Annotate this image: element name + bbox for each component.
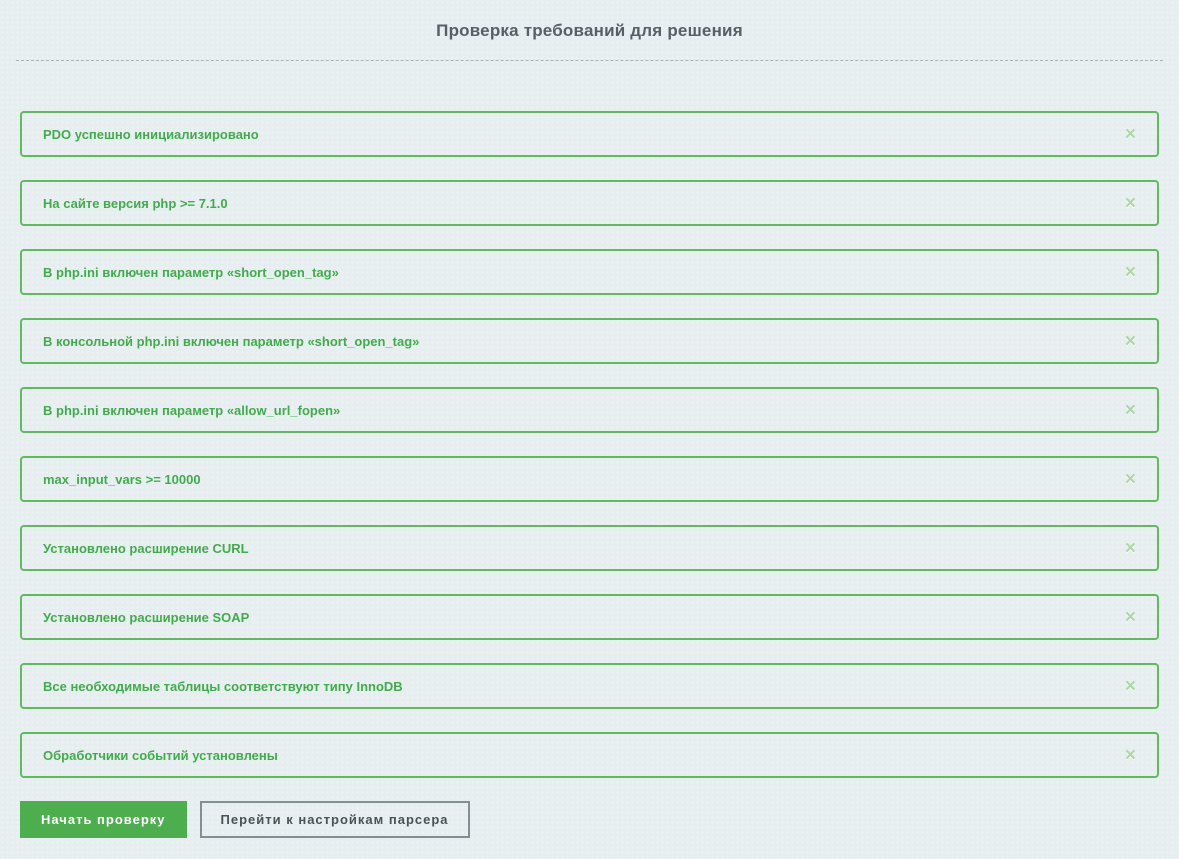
check-item: [20, 387, 1159, 433]
close-icon[interactable]: ×: [1124, 537, 1136, 559]
close-icon[interactable]: ×: [1124, 123, 1136, 145]
close-icon[interactable]: ×: [1124, 330, 1136, 352]
check-item-label: Все необходимые таблицы соответствуют типу InnoDB: [43, 678, 403, 694]
check-item-label: PDO успешно инициализировано: [43, 126, 259, 142]
check-item-label: В php.ini включен параметр «allow_url_fopen»: [43, 402, 341, 418]
check-item: [20, 249, 1159, 295]
check-item-label: max_input_vars >= 10000: [43, 471, 201, 487]
check-item: [20, 594, 1159, 640]
check-item: [20, 732, 1159, 778]
check-item: [20, 525, 1159, 571]
start-check-button[interactable]: Начать проверку: [20, 801, 187, 838]
dashed-separator: [16, 60, 1163, 61]
checks-list: [0, 111, 1179, 778]
check-item-label: В php.ini включен параметр «short_open_tag»: [43, 264, 339, 280]
close-icon[interactable]: ×: [1124, 192, 1136, 214]
close-icon[interactable]: ×: [1124, 744, 1136, 766]
check-item-label: Обработчики событий установлены: [43, 747, 278, 763]
check-item-label: Установлено расширение SOAP: [43, 609, 250, 625]
check-item-label: В консольной php.ini включен параметр «short_open_tag»: [43, 333, 420, 349]
check-item: [20, 111, 1159, 157]
close-icon[interactable]: ×: [1124, 675, 1136, 697]
page-title: Проверка требований для решения: [436, 21, 743, 40]
go-to-parser-settings-button[interactable]: Перейти к настройкам парсера: [200, 801, 470, 838]
check-item: [20, 318, 1159, 364]
close-icon[interactable]: ×: [1124, 468, 1136, 490]
buttons-row: [20, 801, 1159, 838]
check-item-label: На сайте версия php >= 7.1.0: [43, 195, 228, 211]
check-item: [20, 180, 1159, 226]
check-item: [20, 663, 1159, 709]
check-item: [20, 456, 1159, 502]
close-icon[interactable]: ×: [1124, 399, 1136, 421]
check-item-label: Установлено расширение CURL: [43, 540, 249, 556]
close-icon[interactable]: ×: [1124, 261, 1136, 283]
close-icon[interactable]: ×: [1124, 606, 1136, 628]
